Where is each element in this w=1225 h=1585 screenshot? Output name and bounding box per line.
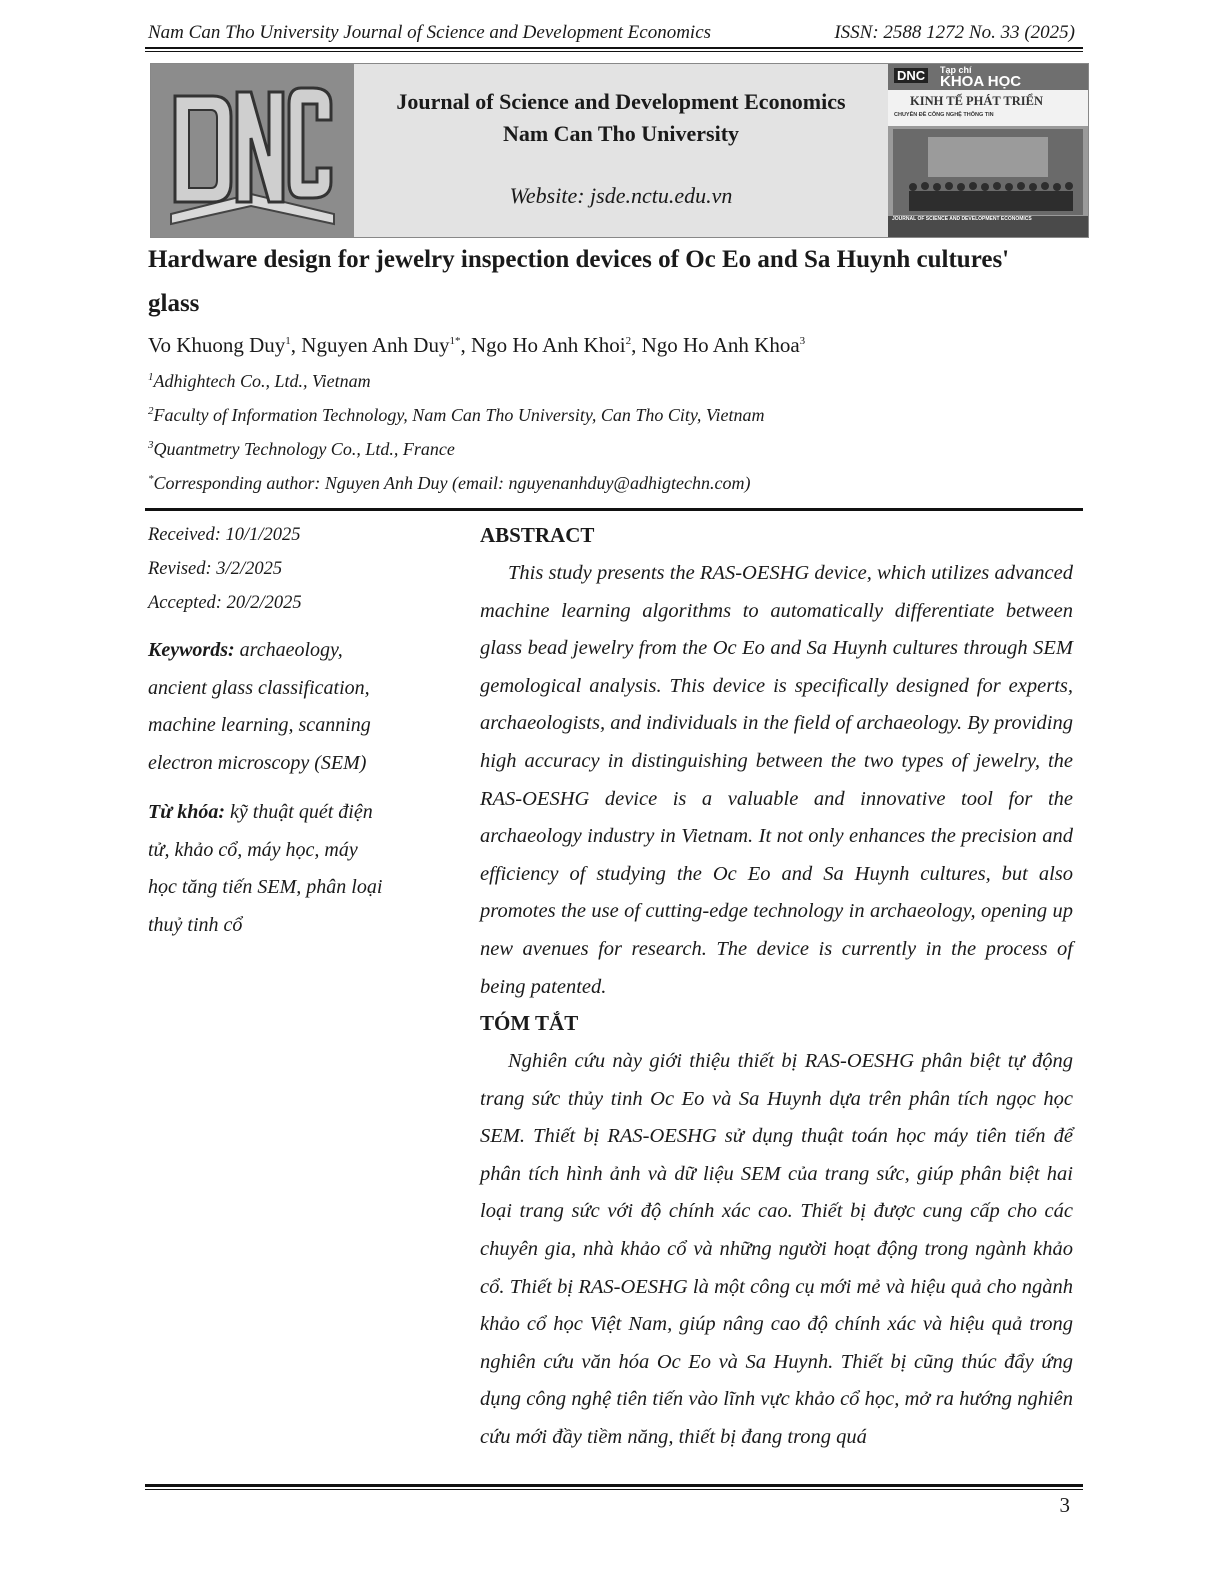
tukhoa-line: học tăng tiến SEM, phân loại xyxy=(148,876,383,898)
affiliation-sup: 2 xyxy=(148,405,154,417)
keywords-line xyxy=(148,632,453,670)
cover-section: CHUYÊN ĐỀ CÔNG NGHỆ THÔNG TIN xyxy=(894,112,994,118)
banner-website: Website: jsde.nctu.edu.vn xyxy=(509,183,733,208)
author-list xyxy=(148,333,805,358)
cover-logo: DNC xyxy=(894,68,928,83)
author-sup: 3 xyxy=(799,335,806,347)
cover-photo xyxy=(893,129,1083,215)
author-name: Ngo Ho Anh Khoi xyxy=(470,333,626,357)
accepted-date: Accepted: 20/2/2025 xyxy=(148,593,302,613)
header-rule xyxy=(145,47,1083,49)
tukhoa-text: kỹ thuật quét điện xyxy=(229,801,373,823)
affiliation-text: Quantmetry Technology Co., Ltd., France xyxy=(153,439,455,459)
dnc-logo xyxy=(151,64,354,237)
tukhoa-line: thuỷ tinh cổ xyxy=(148,913,243,936)
footer-rule xyxy=(145,1484,1083,1487)
received-date: Received: 10/1/2025 xyxy=(148,525,301,545)
cover-title-2: KINH TẾ PHÁT TRIỂN xyxy=(910,94,1044,108)
author-sup: 2 xyxy=(625,335,632,347)
corresponding-author xyxy=(148,473,750,494)
keywords-line: machine learning, scanning xyxy=(148,714,371,736)
page-number: 3 xyxy=(1059,1493,1070,1517)
affiliation-text: Adhightech Co., Ltd., Vietnam xyxy=(153,371,371,391)
affiliation-sup: * xyxy=(148,473,154,485)
affiliation-1 xyxy=(148,371,371,392)
keywords-line: ancient glass classification, xyxy=(148,676,370,699)
article-title-line-2: glass xyxy=(148,290,200,317)
affiliation-sup: 1 xyxy=(148,371,154,383)
banner-university-name: Nam Can Tho University xyxy=(502,121,740,146)
abstract-heading: ABSTRACT xyxy=(480,523,595,547)
cover-title-1: KHOA HỌC xyxy=(940,73,1022,90)
affiliation-text: Faculty of Information Technology, Nam Can Tho University, Can Tho City, Vietnam xyxy=(153,405,765,425)
banner-journal-name: Journal of Science and Development Economics xyxy=(396,89,846,114)
group-photo-icon xyxy=(893,129,1083,215)
tukhoa-label: Từ khóa: xyxy=(148,801,225,823)
affiliation-2 xyxy=(148,405,765,426)
affiliation-sup: 3 xyxy=(148,439,154,451)
keywords-label: Keywords: xyxy=(148,639,235,661)
running-header-journal: Nam Can Tho University Journal of Science and Development Economics xyxy=(148,22,712,43)
revised-date: Revised: 3/2/2025 xyxy=(148,559,283,579)
affiliation-text: Corresponding author: Nguyen Anh Duy (email: nguyenanhduy@adhigtechn.com) xyxy=(153,473,751,493)
abstract-text: This study presents the RAS-OESHG device, which utilizes advanced machine learning algorithms to automatically differentiate between glass bead jewelry from the Oc Eo and Sa Huynh cultures through SEM gemological analysis. This device is specifically designed for experts, archaeologists, and individuals in the field of archaeology. By providing high accuracy in distinguishing between the two types of jewelry, the RAS-OESHG device is a valuable and innovative tool for the archaeology industry in Vietnam. It not only enhances the precision and efficiency of studying the Oc Eo and Sa Huynh cultures, but also promotes the use of cutting-edge technology in archaeology, opening up new avenues for research. The device is currently in the process of being patented. xyxy=(480,562,1073,998)
tukhoa-line xyxy=(148,794,453,832)
tomtat-heading: TÓM TẮT xyxy=(480,1011,579,1035)
journal-cover-thumbnail xyxy=(888,64,1088,237)
tukhoa-line: tử, khảo cổ, máy học, máy xyxy=(148,838,358,861)
author-sep: , xyxy=(631,333,642,357)
cover-bottom-text: JOURNAL OF SCIENCE AND DEVELOPMENT ECONOMICS xyxy=(892,216,1032,222)
author-sup: 1* xyxy=(449,335,461,347)
author-name: Ngo Ho Anh Khoa xyxy=(641,333,800,357)
author-sep: , xyxy=(460,333,471,357)
keywords-block xyxy=(148,632,453,782)
article-title-line-1: Hardware design for jewelry inspection devices of Oc Eo and Sa Huynh cultures' xyxy=(148,246,1010,273)
affiliation-3 xyxy=(148,439,455,460)
author-name: Vo Khuong Duy xyxy=(148,333,286,357)
section-rule xyxy=(145,508,1083,511)
tomtat-text: Nghiên cứu này giới thiệu thiết bị RAS-OESHG phân biệt tự động trang sức thủy tinh Oc Eo và Sa Huynh dựa trên phân tích ngọc học SEM. Thiết bị RAS-OESHG sử dụng thuật toán học máy tiên tiến để phân tích hình ảnh và dữ liệu SEM của trang sức, giúp phân biệt hai loại trang sức với độ chính xác cao. Thiết bị được cung cấp cho các chuyên gia, nhà khảo cổ và những người hoạt động trong ngành khảo cổ. Thiết bị RAS-OESHG là một công cụ mới mẻ và hiệu quả cho ngành khảo cổ học Việt Nam, giúp nâng cao độ chính xác và hiệu quả trong nghiên cứu văn hóa Oc Eo và Sa Huynh. Thiết bị cũng thúc đẩy ứng dụng công nghệ tiên tiến vào lĩnh vực khảo cổ học, mở ra hướng nghiên cứu mới đầy tiềm năng, thiết bị đang trong quá xyxy=(480,1050,1073,1448)
keyword-text: archaeology, xyxy=(239,639,343,661)
journal-banner xyxy=(150,63,1089,238)
header-rule-thin xyxy=(145,51,1083,52)
footer-rule-thin xyxy=(145,1489,1083,1490)
running-header-issue: ISSN: 2588 1272 No. 33 (2025) xyxy=(834,22,1075,43)
author-sep: , xyxy=(290,333,302,357)
article-dates xyxy=(148,518,453,620)
keywords-line: electron microscopy (SEM) xyxy=(148,751,367,774)
author-name: Nguyen Anh Duy xyxy=(301,333,450,357)
author-sup: 1 xyxy=(285,335,291,347)
cover-kicker: Tạp chí xyxy=(940,65,972,75)
tukhoa-block xyxy=(148,794,453,944)
dnc-logo-icon xyxy=(151,64,354,237)
